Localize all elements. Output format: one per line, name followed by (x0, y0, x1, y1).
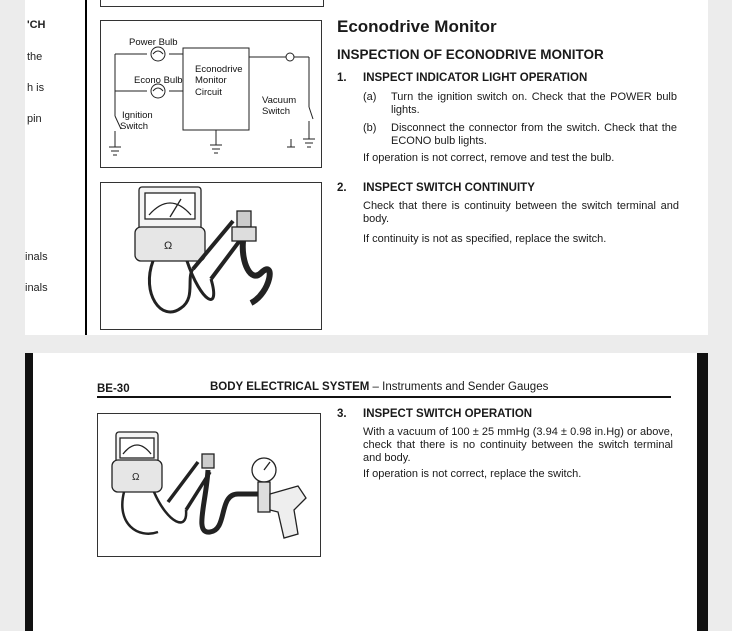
substep-label: (a) (363, 91, 377, 103)
vacuum-switch-label: Vacuum (262, 95, 297, 106)
monitor-label: Circuit (195, 87, 222, 98)
header-separator: – (369, 381, 383, 393)
substep-text: Disconnect the connector from the switch. Check that the ECONO bulb lights. (391, 122, 677, 147)
column-divider (85, 0, 87, 335)
ignition-switch-label: Switch (120, 121, 148, 132)
substep-text: Turn the ignition switch on. Check that the POWER bulb lights. (391, 91, 677, 116)
vacuum-test-illustration (98, 414, 320, 556)
page-binding-edge (697, 353, 708, 631)
power-bulb-label: Power Bulb (129, 37, 178, 48)
cropped-text-fragment: pin (27, 113, 42, 125)
section-title: INSPECTION OF ECONODRIVE MONITOR (337, 47, 604, 62)
figure-box-edge (100, 0, 324, 7)
step-text: Check that there is continuity between the switch terminal and body. (363, 200, 679, 225)
page-title: Econodrive Monitor (337, 17, 497, 36)
manual-page-top (25, 0, 708, 335)
manual-page-bottom (25, 353, 708, 631)
econo-bulb-label: Econo Bulb (134, 75, 183, 86)
monitor-label: Monitor (195, 75, 227, 86)
step-note: If operation is not correct, remove and test the bulb. (363, 152, 615, 164)
step-note: If operation is not correct, replace the switch. (363, 468, 582, 480)
svg-text:Ω: Ω (132, 472, 140, 483)
cropped-text-fragment: inals (25, 282, 48, 294)
cropped-text-fragment: h is (27, 82, 45, 94)
step-number: 2. (337, 182, 347, 194)
connector-icon (286, 53, 294, 61)
page-number: BE-30 (97, 383, 130, 395)
ohmmeter-illustration (101, 183, 321, 329)
cropped-text-fragment: the (27, 51, 43, 63)
step-number: 1. (337, 72, 347, 84)
monitor-label: Econodrive (195, 64, 243, 75)
step-title: INSPECT SWITCH OPERATION (363, 408, 533, 420)
wiring-diagram-figure (100, 20, 322, 168)
header-rule (97, 396, 671, 398)
running-header (210, 381, 548, 394)
header-sub: Instruments and Sender Gauges (382, 381, 549, 393)
svg-text:Ω: Ω (164, 240, 173, 252)
cropped-text-fragment: inals (25, 251, 48, 263)
step-note: If continuity is not as specified, replace the switch. (363, 233, 607, 245)
header-main: BODY ELECTRICAL SYSTEM (210, 381, 370, 393)
vacuum-test-figure (97, 413, 321, 557)
substep-label: (b) (363, 122, 377, 134)
step-title: INSPECT SWITCH CONTINUITY (363, 182, 535, 194)
step-text: With a vacuum of 100 ± 25 mmHg (3.94 ± 0.98 in.Hg) or above, check that there is no continuity between the switch terminal and body. (363, 426, 673, 464)
continuity-test-figure (100, 182, 322, 330)
step-number: 3. (337, 408, 347, 420)
ignition-switch-label: Ignition (122, 110, 153, 121)
cropped-text-fragment: 'CH (27, 19, 46, 31)
page-binding-edge (25, 353, 33, 631)
wiring-diagram (101, 21, 321, 167)
vacuum-switch-label: Switch (262, 106, 290, 117)
step-title: INSPECT INDICATOR LIGHT OPERATION (363, 72, 588, 84)
